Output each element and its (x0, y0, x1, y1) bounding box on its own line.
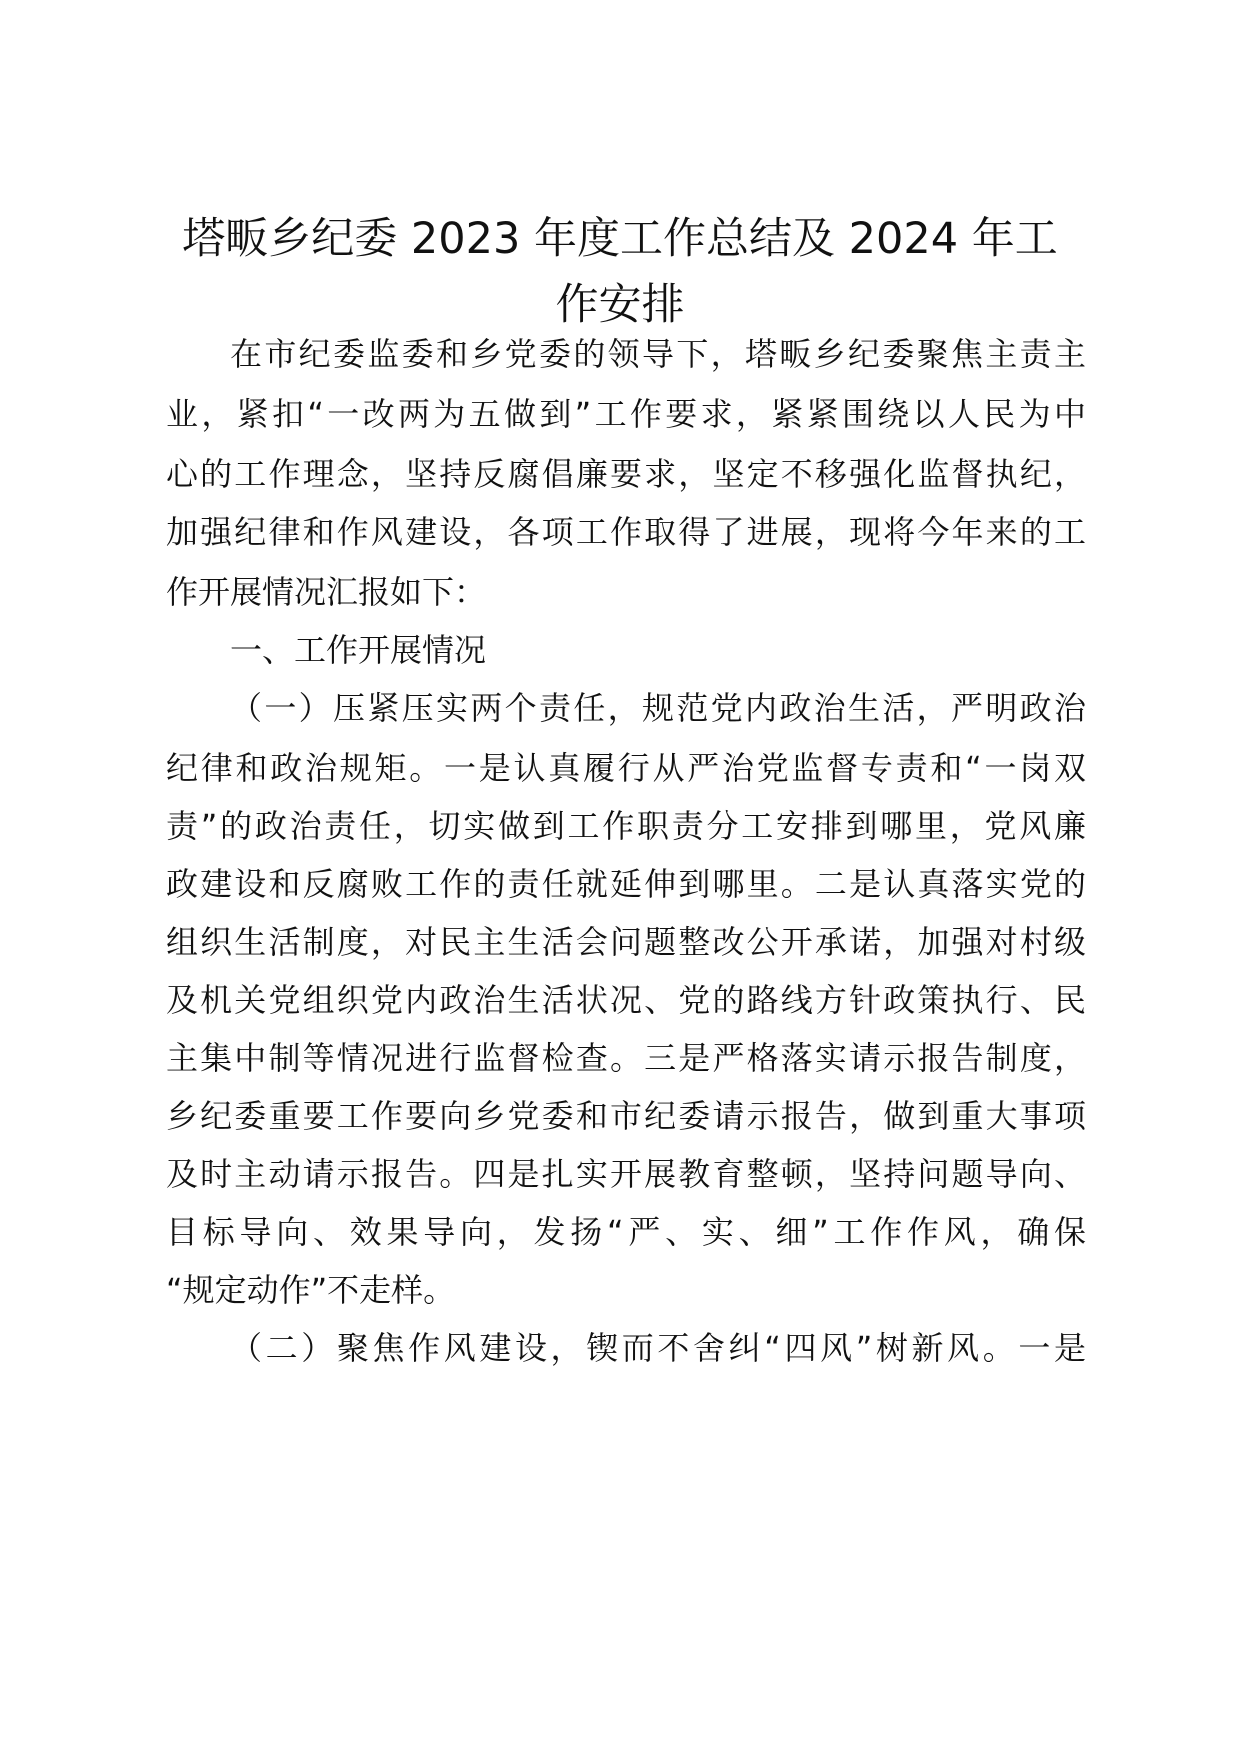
paragraph-line: 加强纪律和作风建设，各项工作取得了进展，现将今年来的工 (166, 513, 1086, 551)
document-title (150, 206, 1090, 338)
paragraph-line: 在市纪委监委和乡党委的领导下，塔畈乡纪委聚焦主责主 (230, 335, 1086, 373)
section-heading: 一、工作开展情况 (230, 631, 487, 669)
paragraph-line: 乡纪委重要工作要向乡党委和市纪委请示报告，做到重大事项 (166, 1097, 1086, 1135)
paragraph-line: 业，紧扣“一改两为五做到”工作要求，紧紧围绕以人民为中 (166, 395, 1086, 433)
paragraph-line: 政建设和反腐败工作的责任就延伸到哪里。二是认真落实党的 (166, 865, 1086, 903)
paragraph-line: （一）压紧压实两个责任，规范党内政治生活，严明政治 (230, 689, 1086, 727)
paragraph-line: 组织生活制度，对民主生活会问题整改公开承诺，加强对村级 (166, 923, 1086, 961)
paragraph-line: 纪律和政治规矩。一是认真履行从严治党监督专责和“一岗双 (166, 749, 1086, 787)
paragraph-line: （二）聚焦作风建设，锲而不舍纠“四风”树新风。一是 (230, 1329, 1086, 1367)
paragraph-line: 及时主动请示报告。四是扎实开展教育整顿，坚持问题导向、 (166, 1155, 1086, 1193)
paragraph-line: 作开展情况汇报如下： (166, 573, 487, 611)
paragraph-line: “规定动作”不走样。 (166, 1271, 456, 1309)
paragraph-line: 主集中制等情况进行监督检查。三是严格落实请示报告制度， (166, 1039, 1086, 1077)
title-line-1: 塔畈乡纪委 2023 年度工作总结及 2024 年工 (182, 214, 1058, 264)
paragraph-line: 目标导向、效果导向，发扬“严、实、细”工作作风，确保 (166, 1213, 1086, 1251)
paragraph-line: 心的工作理念，坚持反腐倡廉要求，坚定不移强化监督执纪， (166, 455, 1086, 493)
paragraph-line: 责”的政治责任，切实做到工作职责分工安排到哪里，党风廉 (166, 807, 1086, 845)
title-line-2: 作安排 (555, 280, 685, 330)
paragraph-line: 及机关党组织党内政治生活状况、党的路线方针政策执行、民 (166, 981, 1086, 1019)
